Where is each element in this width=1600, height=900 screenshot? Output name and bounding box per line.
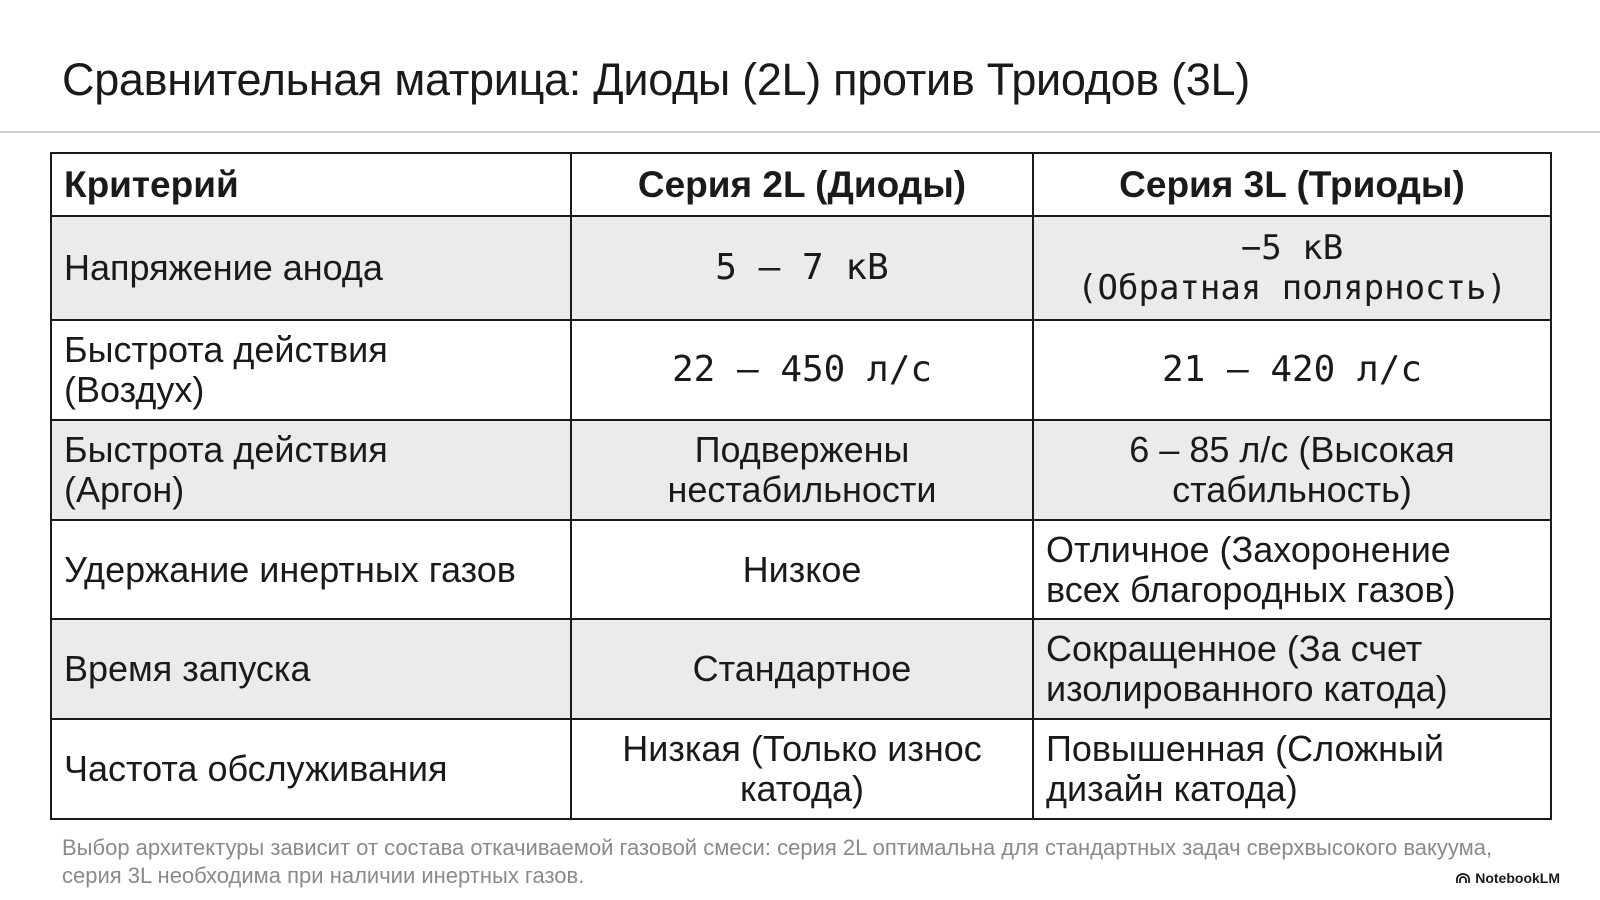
comparison-table	[50, 152, 1552, 820]
series-3l-cell: 21 – 420 л/с	[1033, 320, 1551, 420]
series-3l-cell	[1033, 420, 1551, 520]
slide-title: Сравнительная матрица: Диоды (2L) против Триодов (3L)	[62, 54, 1250, 105]
cell-line: изолированного катода)	[1046, 668, 1448, 709]
series-3l-cell	[1033, 619, 1551, 719]
footnote: Выбор архитектуры зависит от состава откачиваемой газовой смеси: серия 2L оптимальна для стандартных задач сверхвысокого вакуума, серия 3L необходима при наличии инертных газов.	[62, 835, 1493, 888]
criterion-cell: Частота обслуживания	[51, 719, 571, 819]
series-2l-cell	[571, 719, 1033, 819]
header-series-2l: Серия 2L (Диоды)	[571, 153, 1033, 216]
cell-line: стабильность)	[1172, 469, 1412, 510]
table-row	[51, 520, 1551, 619]
series-3l-cell	[1033, 216, 1551, 320]
cell-line: нестабильности	[667, 469, 937, 510]
series-3l-cell	[1033, 719, 1551, 819]
criterion-cell: Время запуска	[51, 619, 571, 719]
cell-line: (Обратная полярность)	[1077, 268, 1507, 308]
criterion-cell	[51, 320, 571, 420]
series-2l-cell: Низкое	[571, 520, 1033, 619]
cell-line: Быстрота действия	[64, 329, 388, 370]
cell-line: (Аргон)	[64, 469, 185, 510]
criterion-cell: Напряжение анода	[51, 216, 571, 320]
cell-line: всех благородных газов)	[1046, 568, 1456, 610]
header-criterion: Критерий	[51, 153, 571, 216]
cell-line: Отличное (Захоронение	[1046, 528, 1451, 570]
cell-line: Низкая (Только износ	[622, 728, 982, 769]
table-row	[51, 420, 1551, 520]
notebooklm-logo-icon	[1456, 873, 1470, 884]
cell-line: Сокращенное (За счет	[1046, 628, 1423, 669]
cell-line: (Воздух)	[64, 369, 205, 410]
cell-line: Быстрота действия	[64, 429, 388, 470]
table-row	[51, 719, 1551, 819]
cell-line: 6 – 85 л/с (Высокая	[1129, 429, 1455, 470]
cell-line: Подвержены	[694, 429, 910, 470]
table-row	[51, 320, 1551, 420]
series-2l-cell: 5 – 7 кВ	[571, 216, 1033, 320]
criterion-cell: Удержание инертных газов	[51, 520, 571, 619]
cell-line: Повышенная (Сложный	[1046, 728, 1445, 769]
criterion-cell	[51, 420, 571, 520]
cell-line: −5 кВ	[1240, 228, 1344, 268]
table-row	[51, 619, 1551, 719]
table-header-row	[51, 153, 1551, 216]
table-row	[51, 216, 1551, 320]
series-2l-cell: 22 – 450 л/с	[571, 320, 1033, 420]
header-series-3l: Серия 3L (Триоды)	[1033, 153, 1551, 216]
cell-line: дизайн катода)	[1046, 768, 1298, 809]
cell-line: катода)	[739, 768, 865, 809]
title-divider	[0, 131, 1600, 133]
brand-name: NotebookLM	[1475, 870, 1560, 886]
series-2l-cell	[571, 420, 1033, 520]
series-3l-cell	[1033, 520, 1551, 619]
brand-watermark	[1456, 870, 1560, 886]
series-2l-cell: Стандартное	[571, 619, 1033, 719]
